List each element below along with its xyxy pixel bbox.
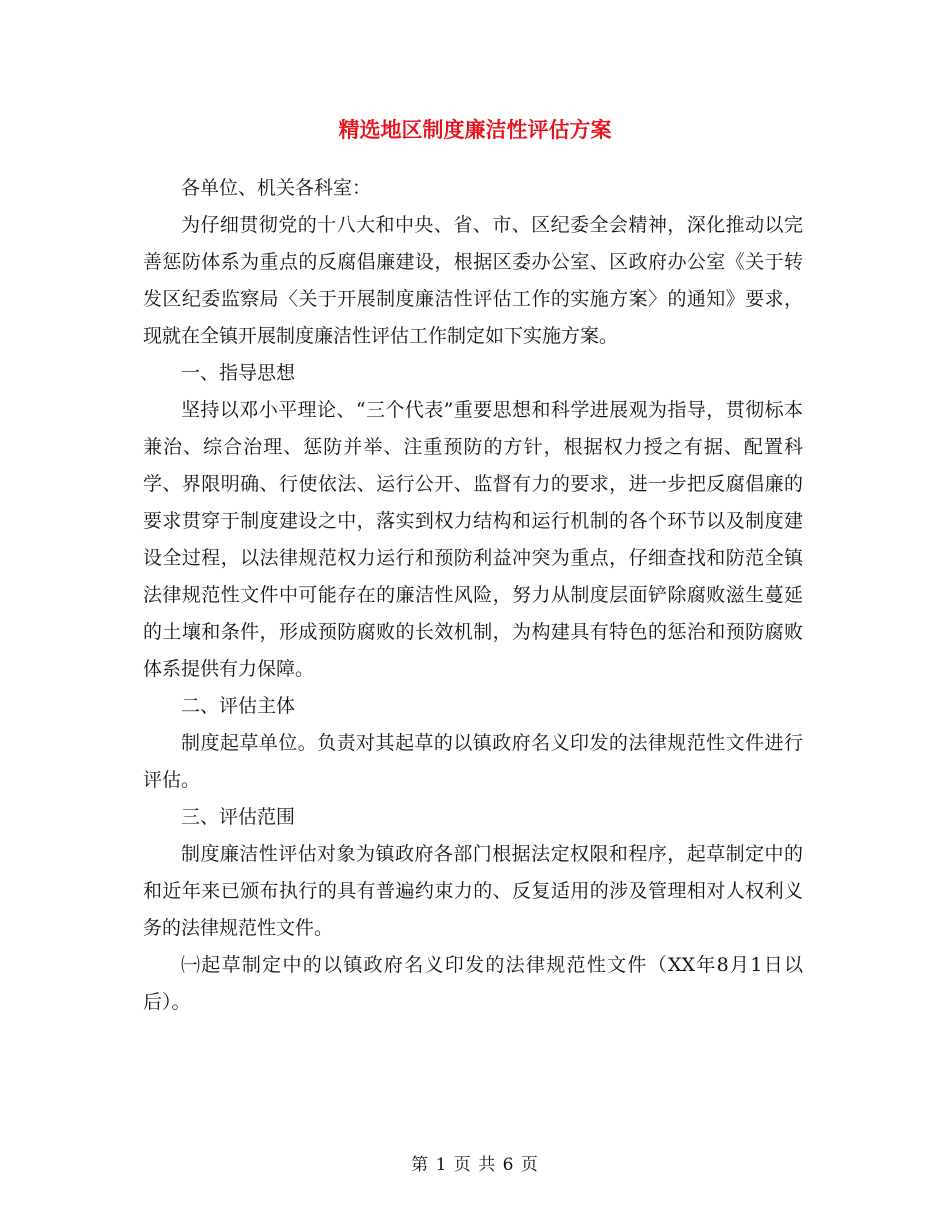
- section-heading-1: 一、指导思想: [181, 362, 296, 384]
- salutation: 各单位、机关各科室：: [181, 177, 372, 199]
- section-heading-2: 二、评估主体: [181, 695, 296, 717]
- paragraph-scope-item-1: ㈠起草制定中的以镇政府名义印发的法律规范性文件（XX年8月1日以后）。: [143, 954, 803, 1013]
- document-title: 精选地区制度廉洁性评估方案: [338, 117, 612, 142]
- page-footer: 第 1 页 共 6 页: [411, 1155, 539, 1175]
- paragraph-guiding-ideology: 坚持以邓小平理论、“三个代表”重要思想和科学进展观为指导，贯彻标本兼治、综合治理、惩防并举、注重预防的方针，根据权力授之有据、配置科学、界限明确、行使依法、运行公开、监督有力的要求，进一步把反腐倡廉的要求贯穿于制度建设之中，落实到权力结构和运行机制的各个环节以及制度建设全过程，以法律规范权力运行和预防利益冲突为重点，仔细查找和防范全镇法律规范性文件中可能存在的廉洁性风险，努力从制度层面铲除腐败滋生蔓延的土壤和条件，形成预防腐败的长效机制，为构建具有特色的惩治和预防腐败体系提供有力保障。: [143, 399, 803, 680]
- paragraph-assessment-scope: 制度廉洁性评估对象为镇政府各部门根据法定权限和程序，起草制定中的和近年来已颁布执行的具有普遍约束力的、反复适用的涉及管理相对人权利义务的法律规范性文件。: [143, 843, 803, 939]
- document-body: [143, 170, 803, 1021]
- paragraph-assessment-subject: 制度起草单位。负责对其起草的以镇政府名义印发的法律规范性文件进行评估。: [143, 732, 803, 791]
- paragraph-intro: 为仔细贯彻党的十八大和中央、省、市、区纪委全会精神，深化推动以完善惩防体系为重点的反腐倡廉建设，根据区委办公室、区政府办公室《关于转发区纪委监察局〈关于开展制度廉洁性评估工作的实施方案〉的通知》要求，现就在全镇开展制度廉洁性评估工作制定如下实施方案。: [143, 214, 803, 347]
- section-heading-3: 三、评估范围: [181, 806, 296, 828]
